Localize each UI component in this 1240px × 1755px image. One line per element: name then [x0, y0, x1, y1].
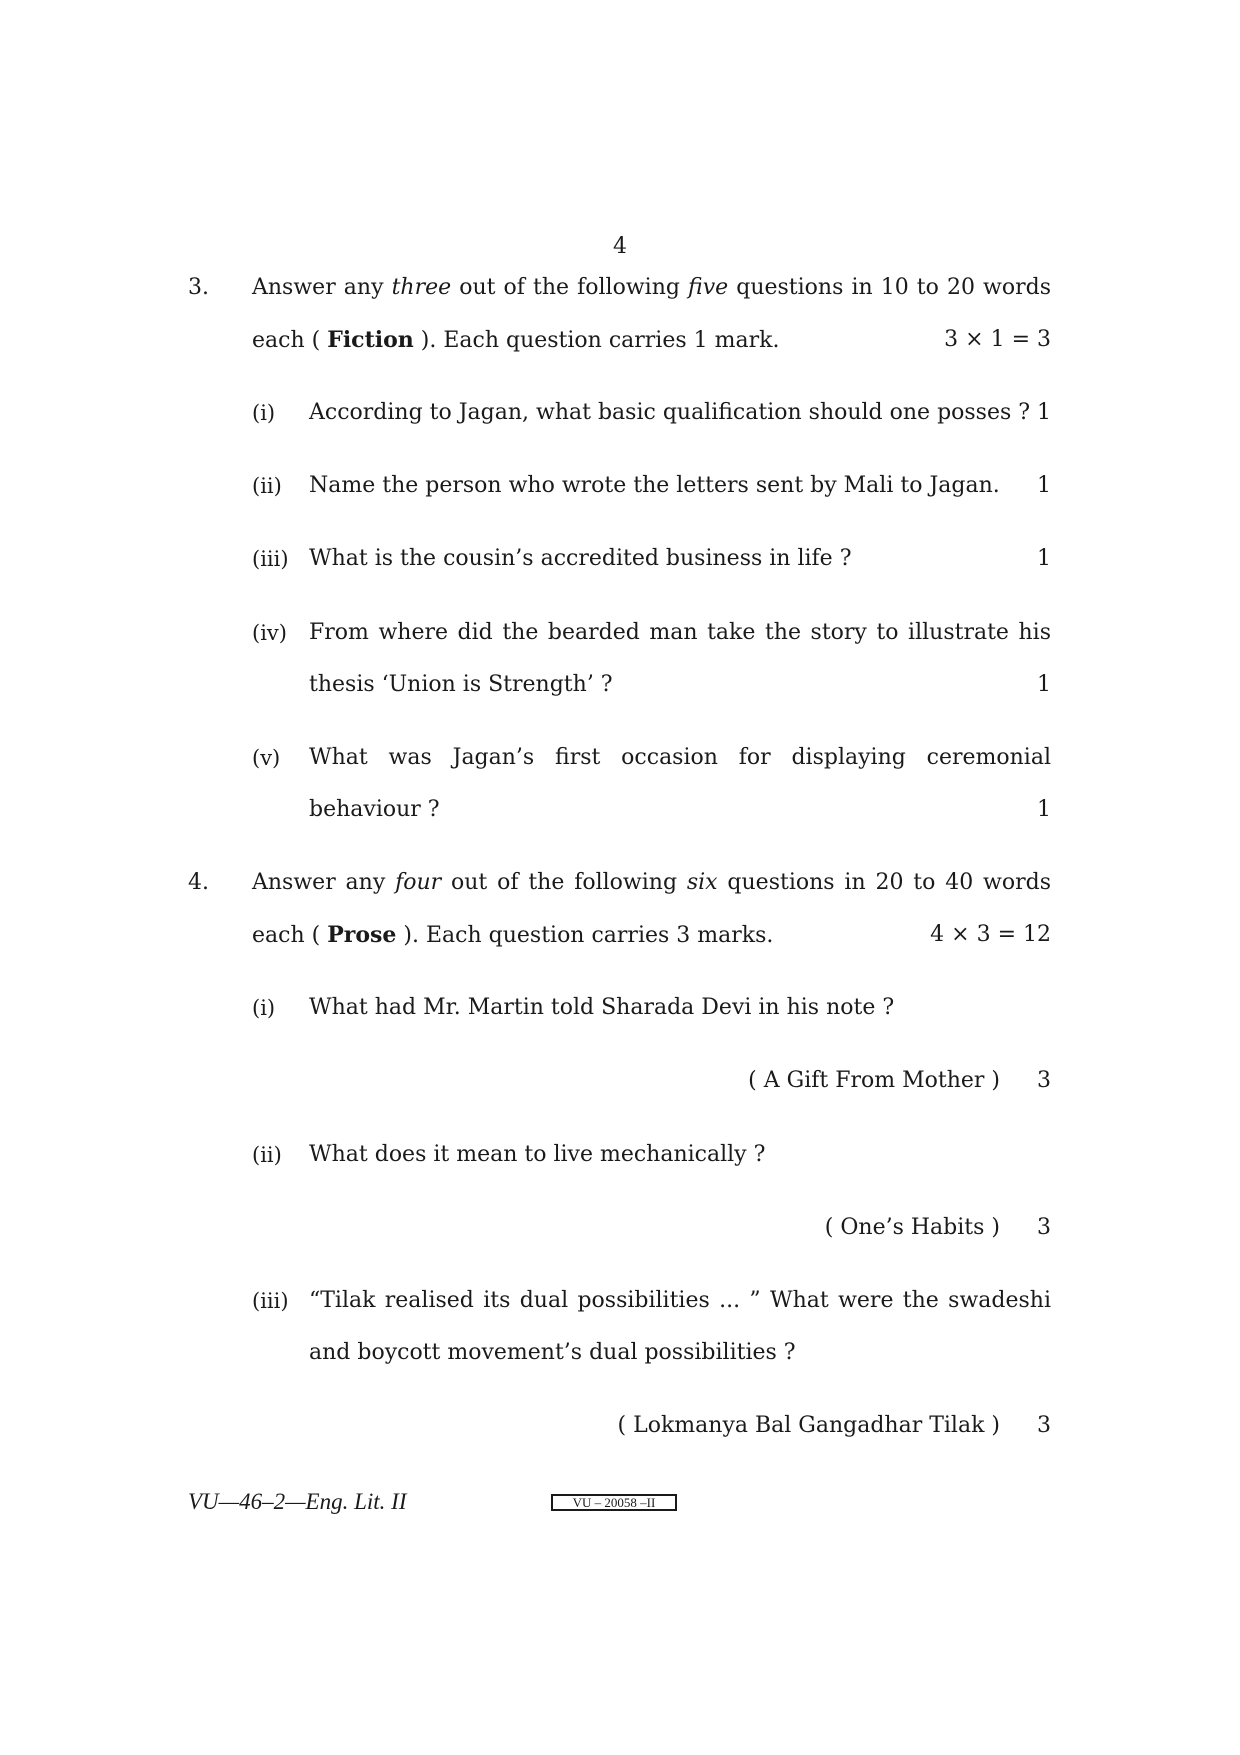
question-3-item-v-text-line1: What was Jagan’s first occasion for displaying ceremonial: [309, 745, 1051, 770]
page-number: 4: [613, 234, 627, 259]
question-4-item-iii-text-line1: “Tilak realised its dual possibilities ... ” What were the swadeshi: [309, 1288, 1051, 1313]
question-4-item-ii-source: ( One’s Habits ): [824, 1215, 1000, 1240]
question-3-item-iv-number: (iv): [252, 621, 287, 645]
question-3-item-iv-marks: 1: [1037, 672, 1051, 697]
question-4-item-i-source: ( A Gift From Mother ): [748, 1068, 1000, 1093]
question-3-item-v-number: (v): [252, 746, 281, 770]
question-3-instruction-line1: Answer any three out of the following five questions in 10 to 20 words: [252, 275, 1051, 300]
question-4-item-i-marks: 3: [1037, 1068, 1051, 1093]
question-4-instruction-line2: each ( Prose ). Each question carries 3 marks.: [252, 922, 774, 948]
question-3-item-v-marks: 1: [1037, 797, 1051, 822]
question-3-item-iii-number: (iii): [252, 547, 289, 571]
question-4-item-iii-marks: 3: [1037, 1413, 1051, 1438]
question-3-item-i-number: (i): [252, 401, 276, 425]
question-3-item-iv-text-line1: From where did the bearded man take the story to illustrate his: [309, 620, 1051, 645]
question-3-item-v-text-line2: behaviour ?: [309, 797, 440, 822]
question-3-item-ii-number: (ii): [252, 474, 282, 498]
question-4-number: 4.: [188, 870, 209, 895]
question-3-item-iv-text-line2: thesis ‘Union is Strength’ ?: [309, 672, 613, 697]
question-3-item-i-marks: 1: [1037, 400, 1051, 425]
question-4-total-marks: 4 × 3 = 12: [930, 922, 1051, 947]
question-3-total-marks: 3 × 1 = 3: [944, 327, 1051, 352]
question-4-instruction-line1: Answer any four out of the following six questions in 20 to 40 words: [252, 870, 1051, 895]
question-4-item-ii-marks: 3: [1037, 1215, 1051, 1240]
question-3-number: 3.: [188, 275, 209, 300]
question-4-item-iii-source: ( Lokmanya Bal Gangadhar Tilak ): [617, 1413, 1000, 1438]
question-3-item-ii-marks: 1: [1037, 473, 1051, 498]
question-4-item-ii-number: (ii): [252, 1143, 282, 1167]
question-4-item-i-text: What had Mr. Martin told Sharada Devi in his note ?: [309, 995, 895, 1020]
question-4-item-ii-text: What does it mean to live mechanically ?: [309, 1142, 766, 1167]
question-3-item-i-text: According to Jagan, what basic qualification should one posses ?: [309, 400, 1031, 425]
question-3-item-iii-text: What is the cousin’s accredited business in life ?: [309, 546, 852, 571]
question-4-item-iii-text-line2: and boycott movement’s dual possibilities ?: [309, 1340, 796, 1365]
question-4-item-i-number: (i): [252, 996, 276, 1020]
question-3-item-ii-text: Name the person who wrote the letters sent by Mali to Jagan.: [309, 473, 1000, 498]
question-3-instruction-line2: each ( Fiction ). Each question carries 1 mark.: [252, 327, 780, 353]
question-4-item-iii-number: (iii): [252, 1289, 289, 1313]
footer-paper-code: VU—46–2—Eng. Lit. II: [188, 1489, 407, 1514]
question-3-item-iii-marks: 1: [1037, 546, 1051, 571]
footer-boxed-code: VU – 20058 –II: [551, 1494, 677, 1511]
